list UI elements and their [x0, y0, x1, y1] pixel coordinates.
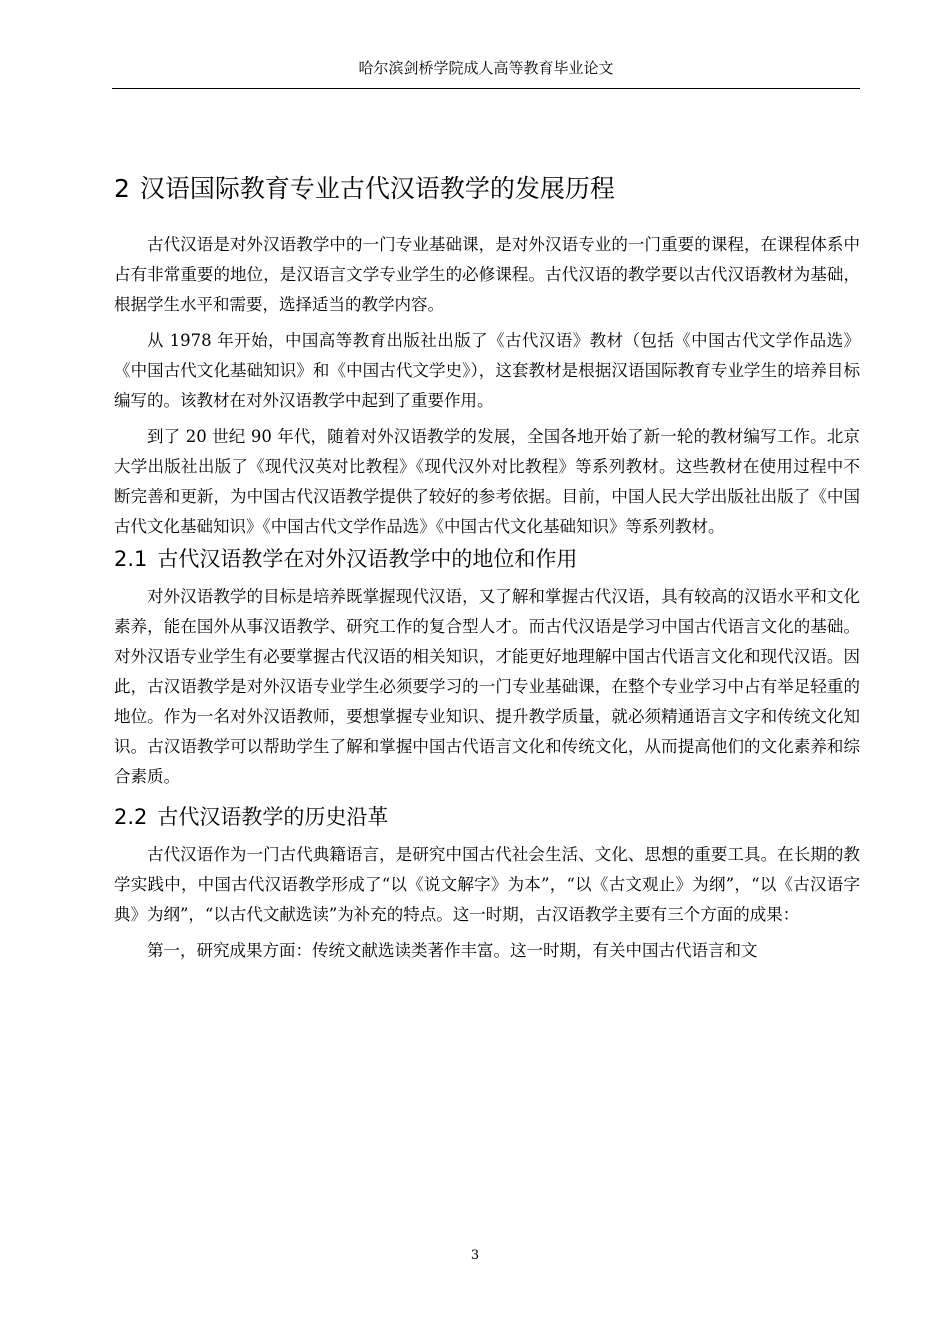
paragraph: 从 1978 年开始，中国高等教育出版社出版了《古代汉语》教材（包括《中国古代文学作品选》《中国古代文化基础知识》和《中国古代文学史》），这套教材是根据汉语国际教育专业学生的培养目标编写的。该教材在对外汉语教学中起到了重要作用。	[114, 331, 860, 410]
running-header: 哈尔滨剑桥学院成人高等教育毕业论文	[358, 59, 614, 77]
section-heading	[114, 800, 860, 834]
paragraph: 到了 20 世纪 90 年代，随着对外汉语教学的发展，全国各地开始了新一轮的教材编写工作。北京大学出版社出版了《现代汉英对比教程》《现代汉外对比教程》等系列教材。这些教材在使用过程中不断完善和更新，为中国古代汉语教学提供了较好的参考依据。目前，中国人民大学出版社出版了《中国古代文化基础知识》《中国古代文学作品选》《中国古代文化基础知识》等系列教材。	[114, 427, 860, 536]
page-number: 3	[470, 1248, 480, 1263]
paragraph: 对外汉语教学的目标是培养既掌握现代汉语，又了解和掌握古代汉语，具有较高的汉语水平和文化素养，能在国外从事汉语教学、研究工作的复合型人才。而古代汉语是学习中国古代语言文化的基础。对外汉语专业学生有必要掌握古代汉语的相关知识，才能更好地理解中国古代语言文化和现代汉语。因此，古汉语教学是对外汉语专业学生必须要学习的一门专业基础课，在整个专业学习中占有举足轻重的地位。作为一名对外汉语教师，要想掌握专业知识、提升教学质量，就必须精通语言文字和传统文化知识。古汉语教学可以帮助学生了解和掌握中国古代语言文化和传统文化，从而提高他们的文化素养和综合素质。	[114, 587, 860, 786]
paragraph: 古代汉语作为一门古代典籍语言，是研究中国古代社会生活、文化、思想的重要工具。在长期的教学实践中，中国古代汉语教学形成了“以《说文解字》为本”，“以《古文观止》为纲”，“以《古汉语字典》为纲”，“以古代文献选读”为补充的特点。这一时期，古汉语教学主要有三个方面的成果：	[114, 845, 860, 924]
section-number: 2.1	[114, 547, 148, 571]
chapter-title: 汉语国际教育专业古代汉语教学的发展历程	[139, 174, 615, 203]
chapter-heading	[114, 172, 860, 206]
page-content	[114, 172, 860, 966]
header-rule	[112, 88, 860, 89]
section-number: 2.2	[114, 805, 148, 829]
section-title: 古代汉语教学的历史沿革	[157, 805, 389, 829]
paragraph: 第一，研究成果方面：传统文献选读类著作丰富。这一时期，有关中国古代语言和文	[147, 941, 758, 960]
section-title: 古代汉语教学在对外汉语教学中的地位和作用	[157, 547, 578, 571]
paragraph: 古代汉语是对外汉语教学中的一门专业基础课，是对外汉语专业的一门重要的课程，在课程体系中占有非常重要的地位，是汉语言文学专业学生的必修课程。古代汉语的教学要以古代汉语教材为基础，根据学生水平和需要，选择适当的教学内容。	[114, 235, 860, 314]
chapter-number: 2	[114, 174, 130, 203]
section-heading	[114, 542, 860, 576]
